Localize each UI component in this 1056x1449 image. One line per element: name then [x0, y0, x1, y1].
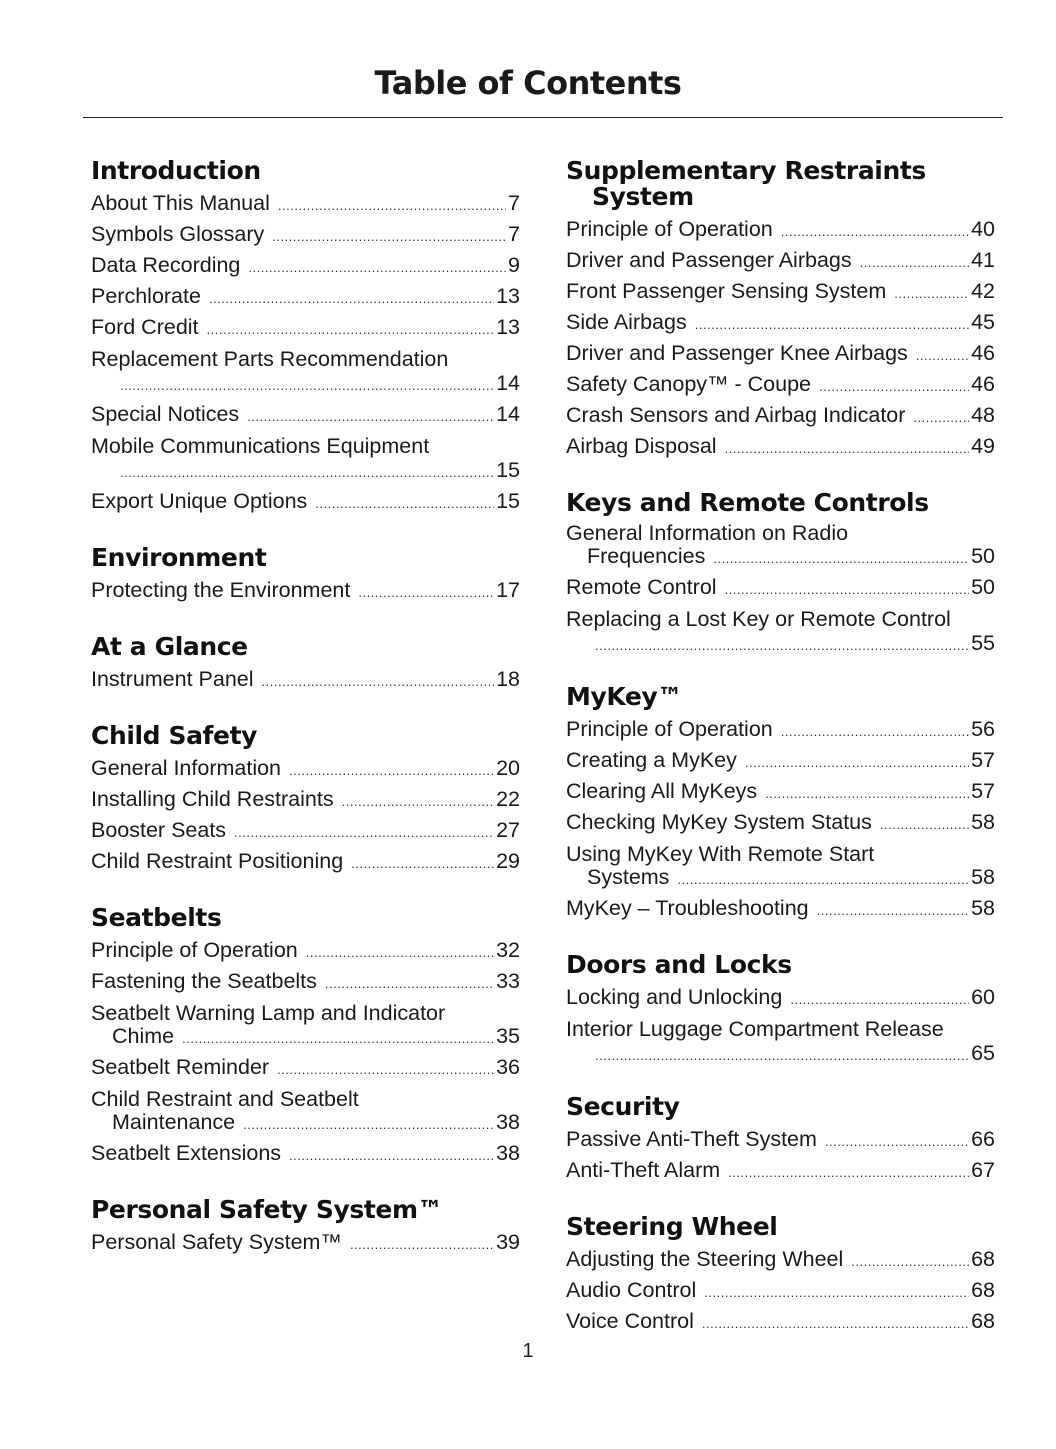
entry-page-number: 57: [971, 779, 995, 803]
toc-entry-driver-and-passenger-knee-airbags[interactable]: [566, 339, 995, 370]
section-heading-text: Doors and Locks: [566, 950, 792, 979]
entry-page-number: 18: [496, 667, 520, 691]
entry-label: General Information: [91, 756, 282, 780]
entry-page-number: 14: [496, 371, 520, 395]
entry-page-number: 9: [508, 253, 520, 277]
dot-leader: [825, 1127, 969, 1156]
dot-leader: [913, 403, 969, 432]
toc-entry-instrument-panel[interactable]: [91, 665, 520, 696]
dot-leader: [342, 787, 494, 816]
section-heading-text: Steering Wheel: [566, 1212, 778, 1241]
dot-leader: [595, 1045, 969, 1067]
entry-label-continued: Systems: [587, 865, 670, 889]
dot-leader: [916, 341, 969, 370]
dot-leader: [234, 818, 494, 847]
toc-entry-interior-luggage-compartment-release[interactable]: [566, 1017, 995, 1067]
toc-entry-replacement-parts-recommendation[interactable]: [91, 347, 520, 397]
entry-label: Principle of Operation: [566, 717, 773, 741]
page-title: Table of Contents: [374, 64, 682, 102]
section-heading-text: Supplementary Restraints: [566, 156, 926, 185]
section-heading: [91, 634, 520, 660]
section-heading: [91, 545, 520, 571]
entry-label: Replacing a Lost Key or Remote Control: [566, 607, 951, 631]
entry-label: Seatbelt Extensions: [91, 1141, 282, 1165]
entry-label-continued: Chime: [112, 1024, 175, 1048]
entry-page-number: 55: [971, 631, 995, 655]
entry-page-number: 57: [971, 748, 995, 772]
toc-section-introduction: [91, 158, 520, 518]
entry-page-number: 58: [971, 810, 995, 834]
entry-page-number: 13: [496, 284, 520, 308]
toc-entry-personal-safety-system[interactable]: [91, 1228, 520, 1259]
entry-page-number: 41: [971, 248, 995, 272]
entry-page-number: 15: [496, 489, 520, 513]
entry-page-number: 29: [496, 849, 520, 873]
dot-leader: [725, 434, 970, 463]
dot-leader: [248, 253, 506, 282]
entry-label: Voice Control: [566, 1309, 694, 1333]
dot-leader: [819, 372, 969, 401]
entry-page-number: 14: [496, 402, 520, 426]
entry-page-number: 36: [496, 1055, 520, 1079]
dot-leader: [702, 1309, 969, 1338]
toc-entry-side-airbags[interactable]: [566, 308, 995, 339]
section-heading-text: At a Glance: [91, 632, 248, 661]
entry-label: Airbag Disposal: [566, 434, 717, 458]
dot-leader: [817, 896, 969, 925]
section-heading-text: MyKey™: [566, 682, 682, 711]
entry-page-number: 33: [496, 969, 520, 993]
entry-page-number: 27: [496, 818, 520, 842]
dot-leader: [790, 985, 969, 1014]
entry-page-number: 58: [971, 896, 995, 920]
dot-leader: [120, 375, 494, 397]
entry-label: Instrument Panel: [91, 667, 254, 691]
entry-label: Passive Anti-Theft System: [566, 1127, 817, 1151]
section-heading: [566, 684, 995, 710]
entry-page-number: 46: [971, 341, 995, 365]
dot-leader: [325, 969, 494, 998]
toc-entry-child-restraint-positioning[interactable]: [91, 847, 520, 878]
toc-entry-driver-and-passenger-airbags[interactable]: [566, 246, 995, 277]
toc-section-supplementary-restraints: [566, 158, 995, 463]
section-heading-text: Security: [566, 1092, 680, 1121]
entry-label: Data Recording: [91, 253, 241, 277]
entry-page-number: 58: [971, 865, 995, 889]
dot-leader: [851, 1247, 969, 1276]
entry-page-number: 35: [496, 1024, 520, 1048]
toc-entry-crash-sensors-and-airbag-indicator[interactable]: [566, 401, 995, 432]
section-heading-text: Seatbelts: [91, 903, 222, 932]
toc-section-seatbelts: [91, 905, 520, 1170]
entry-page-number: 17: [496, 578, 520, 602]
dot-leader: [765, 779, 969, 808]
toc-entry-ford-credit[interactable]: [91, 313, 520, 344]
entry-page-number: 56: [971, 717, 995, 741]
toc-entry-remote-control[interactable]: [566, 573, 995, 604]
toc-right-column: [566, 158, 995, 1365]
toc-section-environment: [91, 545, 520, 607]
toc-entry-checking-mykey-system-status[interactable]: [566, 808, 995, 839]
toc-entry-child-restraint-and-seatbelt[interactable]: [91, 1087, 520, 1136]
dot-leader: [595, 635, 969, 657]
entry-label: Creating a MyKey: [566, 748, 737, 772]
page-number: 1: [522, 1340, 534, 1362]
toc-entry-seatbelt-reminder[interactable]: [91, 1053, 520, 1084]
section-heading: [566, 1094, 995, 1120]
entry-page-number: 68: [971, 1309, 995, 1333]
section-heading-text: Child Safety: [91, 721, 258, 750]
entry-label-continued: Maintenance: [112, 1110, 236, 1134]
entry-page-number: 67: [971, 1158, 995, 1182]
dot-leader: [247, 402, 494, 431]
entry-label: Seatbelt Reminder: [91, 1055, 270, 1079]
dot-leader: [277, 1055, 494, 1084]
entry-label: Perchlorate: [91, 284, 201, 308]
dot-leader: [704, 1278, 969, 1307]
entry-label: Front Passenger Sensing System: [566, 279, 887, 303]
toc-entry-general-information-on-radio[interactable]: [566, 521, 995, 570]
section-heading: [566, 490, 995, 516]
dot-leader: [781, 717, 969, 746]
entry-label: Crash Sensors and Airbag Indicator: [566, 403, 906, 427]
dot-leader: [713, 548, 969, 570]
entry-page-number: 50: [971, 575, 995, 599]
toc-entry-data-recording[interactable]: [91, 251, 520, 282]
entry-label: Principle of Operation: [566, 217, 773, 241]
entry-label: About This Manual: [91, 191, 270, 215]
toc-section-personal-safety-system: [91, 1197, 520, 1259]
entry-label: MyKey – Troubleshooting: [566, 896, 809, 920]
entry-label: Adjusting the Steering Wheel: [566, 1247, 844, 1271]
toc-section-at-a-glance: [91, 634, 520, 696]
toc-entry-symbols-glossary[interactable]: [91, 220, 520, 251]
dot-leader: [358, 578, 494, 607]
toc-entry-perchlorate[interactable]: [91, 282, 520, 313]
toc-entry-locking-and-unlocking[interactable]: [566, 983, 995, 1014]
section-heading-text: Keys and Remote Controls: [566, 488, 929, 517]
entry-label: Symbols Glossary: [91, 222, 265, 246]
entry-page-number: 66: [971, 1127, 995, 1151]
toc-entry-export-unique-options[interactable]: [91, 487, 520, 518]
entry-label: Checking MyKey System Status: [566, 810, 872, 834]
section-heading: [91, 723, 520, 749]
toc-entry-principle-of-operation[interactable]: [566, 215, 995, 246]
section-heading-text: Personal Safety System™: [91, 1195, 443, 1224]
dot-leader: [351, 849, 494, 878]
entry-page-number: 48: [971, 403, 995, 427]
entry-label: Seatbelt Warning Lamp and Indicator: [91, 1001, 446, 1025]
toc-entry-passive-anti-theft-system[interactable]: [566, 1125, 995, 1156]
entry-label: Personal Safety System™: [91, 1230, 342, 1254]
toc-entry-mykey-troubleshooting[interactable]: [566, 894, 995, 925]
toc-entry-mobile-communications-equipment[interactable]: [91, 434, 520, 484]
toc-entry-principle-of-operation[interactable]: [91, 936, 520, 967]
entry-page-number: 42: [971, 279, 995, 303]
dot-leader: [243, 1114, 494, 1136]
section-heading-text: System: [592, 182, 694, 211]
dot-leader: [209, 284, 494, 313]
toc-section-security: [566, 1094, 995, 1187]
dot-leader: [728, 1158, 969, 1187]
dot-leader: [278, 191, 506, 220]
toc-entry-special-notices[interactable]: [91, 400, 520, 431]
entry-page-number: 46: [971, 372, 995, 396]
toc-entry-principle-of-operation[interactable]: [566, 715, 995, 746]
toc-entry-booster-seats[interactable]: [91, 816, 520, 847]
dot-leader: [120, 462, 494, 484]
toc-section-keys-and-remote-controls: [566, 490, 995, 657]
entry-page-number: 20: [496, 756, 520, 780]
entry-page-number: 38: [496, 1110, 520, 1134]
toc-entry-replacing-a-lost-key-or-remote-control[interactable]: [566, 607, 995, 657]
toc-entry-general-information[interactable]: [91, 754, 520, 785]
toc-section-child-safety: [91, 723, 520, 878]
dot-leader: [207, 315, 495, 344]
dot-leader: [350, 1230, 494, 1259]
toc-section-doors-and-locks: [566, 952, 995, 1067]
entry-label: Special Notices: [91, 402, 240, 426]
entry-label: Ford Credit: [91, 315, 199, 339]
dot-leader: [262, 667, 495, 696]
entry-label: Protecting the Environment: [91, 578, 351, 602]
entry-page-number: 15: [496, 458, 520, 482]
toc-entry-adjusting-the-steering-wheel[interactable]: [566, 1245, 995, 1276]
section-heading: [566, 952, 995, 978]
toc-entry-using-mykey-with-remote-start[interactable]: [566, 842, 995, 891]
entry-page-number: 7: [508, 191, 520, 215]
toc-entry-audio-control[interactable]: [566, 1276, 995, 1307]
toc-entry-airbag-disposal[interactable]: [566, 432, 995, 463]
dot-leader: [880, 810, 969, 839]
toc-entry-clearing-all-mykeys[interactable]: [566, 777, 995, 808]
entry-page-number: 68: [971, 1247, 995, 1271]
toc-section-mykey: [566, 684, 995, 925]
entry-label: Locking and Unlocking: [566, 985, 783, 1009]
section-heading: [91, 905, 520, 931]
entry-label: Fastening the Seatbelts: [91, 969, 317, 993]
entry-label: Principle of Operation: [91, 938, 298, 962]
entry-label: Child Restraint and Seatbelt: [91, 1087, 359, 1111]
section-heading: [91, 158, 520, 184]
dot-leader: [695, 310, 969, 339]
entry-page-number: 13: [496, 315, 520, 339]
entry-page-number: 68: [971, 1278, 995, 1302]
entry-label: Safety Canopy™ - Coupe: [566, 372, 811, 396]
entry-label: Driver and Passenger Knee Airbags: [566, 341, 908, 365]
entry-page-number: 40: [971, 217, 995, 241]
entry-page-number: 60: [971, 985, 995, 1009]
dot-leader: [860, 248, 969, 277]
entry-label-continued: Frequencies: [587, 544, 706, 568]
entry-page-number: 7: [508, 222, 520, 246]
toc-entry-seatbelt-warning-lamp-and-indicator[interactable]: [91, 1001, 520, 1050]
section-heading-text: Introduction: [91, 156, 261, 185]
dot-leader: [677, 869, 969, 891]
entry-label: Driver and Passenger Airbags: [566, 248, 852, 272]
entry-label: Child Restraint Positioning: [91, 849, 344, 873]
entry-page-number: 50: [971, 544, 995, 568]
entry-label: Installing Child Restraints: [91, 787, 334, 811]
toc-entry-seatbelt-extensions[interactable]: [91, 1139, 520, 1170]
toc-entry-anti-theft-alarm[interactable]: [566, 1156, 995, 1187]
dot-leader: [306, 938, 494, 967]
entry-label: Booster Seats: [91, 818, 227, 842]
entry-label: Replacement Parts Recommendation: [91, 347, 449, 371]
entry-label: Using MyKey With Remote Start: [566, 842, 875, 866]
toc-section-steering-wheel: [566, 1214, 995, 1338]
toc-entry-front-passenger-sensing-system[interactable]: [566, 277, 995, 308]
entry-page-number: 49: [971, 434, 995, 458]
dot-leader: [745, 748, 969, 777]
entry-label: Mobile Communications Equipment: [91, 434, 430, 458]
entry-page-number: 22: [496, 787, 520, 811]
entry-page-number: 38: [496, 1141, 520, 1165]
entry-label: Clearing All MyKeys: [566, 779, 758, 803]
entry-label: Anti-Theft Alarm: [566, 1158, 721, 1182]
entry-label: Remote Control: [566, 575, 717, 599]
toc-entry-installing-child-restraints[interactable]: [91, 785, 520, 816]
toc-entry-about-this-manual[interactable]: [91, 189, 520, 220]
section-heading-text: Environment: [91, 543, 267, 572]
dot-leader: [725, 575, 970, 604]
entry-label: Audio Control: [566, 1278, 697, 1302]
toc-entry-fastening-the-seatbelts[interactable]: [91, 967, 520, 998]
entry-page-number: 65: [971, 1041, 995, 1065]
entry-label: General Information on Radio: [566, 521, 849, 545]
entry-label: Interior Luggage Compartment Release: [566, 1017, 944, 1041]
toc-left-column: [91, 158, 520, 1286]
entry-page-number: 39: [496, 1230, 520, 1254]
entry-label: Side Airbags: [566, 310, 687, 334]
dot-leader: [781, 217, 969, 246]
section-heading: [91, 1197, 520, 1223]
toc-entry-protecting-the-environment[interactable]: [91, 576, 520, 607]
dot-leader: [182, 1028, 494, 1050]
title-divider: [83, 117, 1003, 118]
entry-label: Export Unique Options: [91, 489, 308, 513]
entry-page-number: 45: [971, 310, 995, 334]
section-heading: [566, 1214, 995, 1240]
dot-leader: [289, 1141, 494, 1170]
section-heading: [566, 158, 995, 210]
dot-leader: [272, 222, 506, 251]
dot-leader: [289, 756, 494, 785]
dot-leader: [894, 279, 969, 308]
dot-leader: [315, 489, 494, 518]
entry-page-number: 32: [496, 938, 520, 962]
toc-entry-creating-a-mykey[interactable]: [566, 746, 995, 777]
toc-entry-safety-canopy-coupe[interactable]: [566, 370, 995, 401]
toc-entry-voice-control[interactable]: [566, 1307, 995, 1338]
